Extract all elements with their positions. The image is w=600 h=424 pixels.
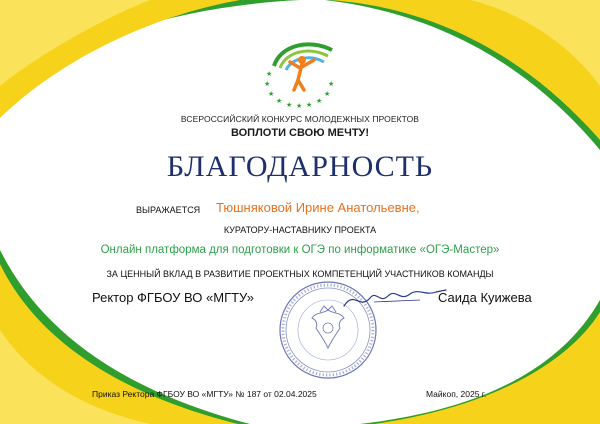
svg-text:★: ★ xyxy=(296,102,303,108)
rector-signature xyxy=(340,284,450,314)
recipient-role: КУРАТОРУ-НАСТАВНИКУ ПРОЕКТА xyxy=(223,225,377,235)
svg-text:★: ★ xyxy=(276,97,283,105)
svg-text:★: ★ xyxy=(328,80,335,88)
project-name: Онлайн платформа для подготовки к ОГЭ по информатике «ОГЭ-Мастер» xyxy=(100,244,500,256)
contribution-text: ЗА ЦЕННЫЙ ВКЛАД В РАЗВИТИЕ ПРОЕКТНЫХ КОМПЕТЕНЦИЙ УЧАСТНИКОВ КОМАНДЫ xyxy=(106,269,494,279)
order-reference: Приказ Ректора ФГБОУ ВО «МГТУ» № 187 от 02.04.2025 xyxy=(92,389,317,399)
svg-text:★: ★ xyxy=(316,97,323,105)
svg-text:★: ★ xyxy=(268,90,275,98)
svg-text:★: ★ xyxy=(324,90,331,98)
rector-name: Саида Куижева xyxy=(438,290,532,305)
rector-title: Ректор ФГБОУ ВО «МГТУ» xyxy=(92,290,254,305)
contest-name: ВСЕРОССИЙСКИЙ КОНКУРС МОЛОДЕЖНЫХ ПРОЕКТОВ xyxy=(180,114,420,124)
svg-text:★: ★ xyxy=(306,101,313,108)
handwritten-signature-icon xyxy=(340,284,450,314)
svg-text:★: ★ xyxy=(286,101,293,108)
expresses-label: ВЫРАЖАЕТСЯ xyxy=(136,205,201,215)
place-and-date: Майкоп, 2025 г. xyxy=(426,389,487,399)
svg-text:★: ★ xyxy=(266,70,273,78)
recipient-name: Тюшняковой Ирине Анатольевне, xyxy=(216,200,420,215)
contest-motto: ВОПЛОТИ СВОЮ МЕЧТУ! xyxy=(230,127,370,139)
document-title: БЛАГОДАРНОСТЬ xyxy=(166,150,434,183)
svg-text:★: ★ xyxy=(264,80,271,88)
swoosh-bottom-right-yellow xyxy=(360,300,600,424)
contest-logo xyxy=(258,36,342,108)
person-with-arc-and-stars-logo-icon xyxy=(258,36,342,108)
